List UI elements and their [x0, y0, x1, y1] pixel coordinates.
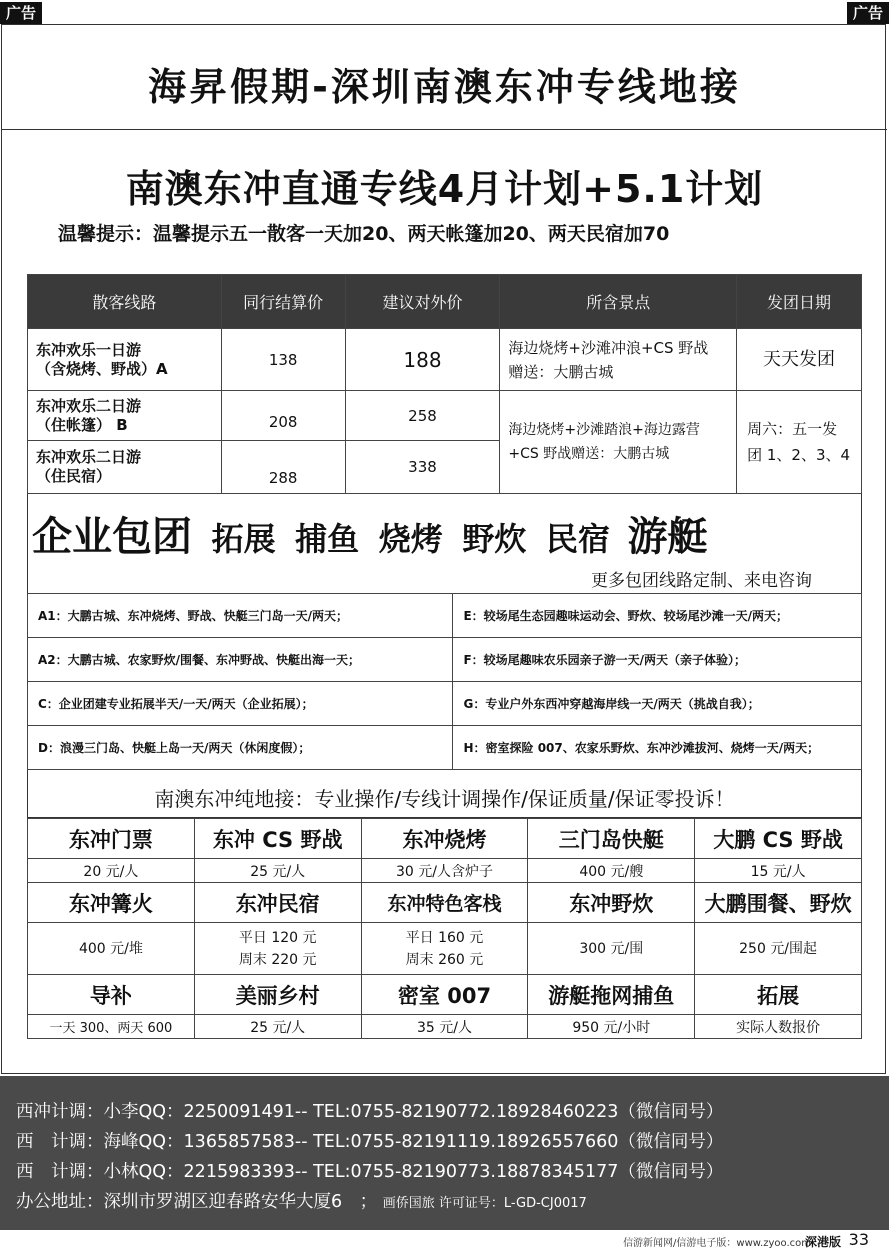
item-name: 大鹏围餐、野炊 — [695, 883, 862, 923]
route-name-line: （住帐篷） B — [36, 415, 128, 434]
peer-price: 208 — [221, 391, 345, 441]
tip-text: 温馨提示：温馨提示五一散客一天加20、两天帐篷加20、两天民宿加70 — [58, 223, 670, 245]
retail-price: 258 — [345, 391, 500, 441]
table-row — [28, 1015, 862, 1039]
publication-line: 信游新闻网/信游电子版：www.zyoo.com — [623, 1238, 811, 1249]
route-name-line: （住民宿） — [36, 467, 112, 485]
item-price: 25 元/人 — [194, 859, 361, 883]
address-line — [16, 1188, 587, 1213]
route-name-line: （含烧烤、野战）A — [36, 359, 168, 378]
ad-tag-left: 广告 — [0, 2, 42, 24]
corporate-word: 企业包团 — [32, 513, 192, 560]
item-price: 950 元/小时 — [528, 1015, 695, 1039]
corporate-word: 捕鱼 — [295, 520, 360, 558]
spots-line: +CS 野战赠送：大鹏古城 — [508, 446, 670, 462]
table-row — [28, 819, 862, 859]
item-name: 拓展 — [695, 975, 862, 1015]
spots-line: 海边烧烤+沙滩踏浪+海边露营 — [508, 422, 700, 438]
package-table — [27, 593, 862, 770]
corporate-word: 烧烤 — [378, 520, 443, 558]
ad-tag-right: 广告 — [847, 2, 889, 24]
contact-line: 西 计调：海峰QQ：1365857583-- TEL:0755-82191119.18926557660（微信同号） — [16, 1132, 724, 1152]
item-price: 实际人数报价 — [695, 1015, 862, 1039]
item-price: 25 元/人 — [194, 1015, 361, 1039]
table-row — [28, 975, 862, 1015]
item-price: 250 元/围起 — [695, 923, 862, 975]
page-subtitle: 南澳东冲直通专线4月计划+5.1计划 — [125, 167, 764, 211]
peer-price: 288 — [221, 441, 345, 494]
item-name: 三门岛快艇 — [528, 819, 695, 859]
corporate-word: 民宿 — [545, 520, 610, 558]
table-row — [28, 329, 862, 391]
table-row — [28, 682, 862, 726]
header-date: 发团日期 — [737, 275, 862, 329]
route-name — [28, 329, 222, 391]
table-row — [28, 391, 862, 441]
price-table — [27, 818, 862, 1039]
retail-price: 338 — [345, 441, 500, 494]
item-name: 东冲野炊 — [528, 883, 695, 923]
route-name-line: 东冲欢乐二日游 — [36, 396, 142, 415]
item-name: 东冲篝火 — [28, 883, 195, 923]
item-name: 东冲 CS 野战 — [194, 819, 361, 859]
item-name: 游艇拖网捕鱼 — [528, 975, 695, 1015]
price-line: 周末 220 元 — [238, 951, 317, 968]
package-item: G：专业户外东西冲穿越海岸线一天/两天（挑战自我）； — [453, 682, 862, 726]
page-number: 33 — [848, 1230, 869, 1249]
package-item: C：企业团建专业拓展半天/一天/两天（企业拓展）； — [28, 682, 453, 726]
header-spots: 所含景点 — [500, 275, 737, 329]
package-item: E：较场尾生态园趣味运动会、野炊、较场尾沙滩一天/两天； — [453, 594, 862, 638]
corporate-word: 游艇 — [627, 513, 708, 560]
header-route: 散客线路 — [28, 275, 222, 329]
package-item: A2：大鹏古城、农家野炊/围餐、东冲野战、快艇出海一天； — [28, 638, 453, 682]
header-peer-price: 同行结算价 — [221, 275, 345, 329]
header-retail-price: 建议对外价 — [345, 275, 500, 329]
corporate-word: 野炊 — [462, 520, 527, 558]
item-price: 400 元/艘 — [528, 859, 695, 883]
route-name — [28, 391, 222, 441]
spots-cell — [500, 391, 737, 494]
date-line: 周六：五一发 — [747, 420, 838, 438]
spots-line: 赠送：大鹏古城 — [508, 362, 614, 381]
contact-line: 西冲计调：小李QQ：2250091491-- TEL:0755-82190772.18928460223（微信同号） — [16, 1102, 724, 1122]
item-price: 15 元/人 — [695, 859, 862, 883]
item-name: 美丽乡村 — [194, 975, 361, 1015]
address: 办公地址：深圳市罗湖区迎春路安华大厦6 ； — [16, 1192, 378, 1212]
price-line: 平日 120 元 — [238, 929, 317, 946]
package-item: D：浪漫三门岛、快艇上岛一天/两天（休闲度假）； — [28, 726, 453, 770]
price-line: 平日 160 元 — [405, 929, 484, 946]
item-price: 30 元/人含炉子 — [361, 859, 528, 883]
table-row — [28, 638, 862, 682]
corporate-note: 更多包团线路定制、来电咨询 — [591, 571, 812, 591]
item-name: 东冲民宿 — [194, 883, 361, 923]
item-name: 东冲烧烤 — [361, 819, 528, 859]
section-name: 深港版 — [804, 1235, 841, 1249]
item-price — [194, 923, 361, 975]
route-name-line: 东冲欢乐一日游 — [36, 340, 142, 359]
date-cell — [737, 391, 862, 494]
page-footer — [0, 1230, 889, 1250]
item-price: 一天 300、两天 600 — [28, 1015, 195, 1039]
item-price — [361, 923, 528, 975]
corporate-banner — [32, 505, 708, 562]
price-line: 周末 260 元 — [405, 951, 484, 968]
license: 画侨国旅 许可证号：L-GD-CJ0017 — [382, 1196, 587, 1211]
spots-cell — [500, 329, 737, 391]
package-item: F：较场尾趣味农乐园亲子游一天/两天（亲子体验）； — [453, 638, 862, 682]
table-row — [28, 859, 862, 883]
route-table — [27, 274, 862, 494]
item-name: 密室 007 — [361, 975, 528, 1015]
item-price: 20 元/人 — [28, 859, 195, 883]
slogan: 南澳东冲纯地接：专业操作/专线计调操作/保证质量/保证零投诉！ — [154, 787, 735, 811]
item-price: 35 元/人 — [361, 1015, 528, 1039]
spots-line: 海边烧烤+沙滩冲浪+CS 野战 — [508, 338, 709, 357]
peer-price: 138 — [221, 329, 345, 391]
page-title: 海昇假期-深圳南澳东冲专线地接 — [148, 65, 741, 109]
item-name: 导补 — [28, 975, 195, 1015]
retail-price: 188 — [345, 329, 500, 391]
route-name-line: 东冲欢乐二日游 — [36, 448, 142, 466]
contact-footer — [0, 1076, 889, 1230]
contact-line: 西 计调：小林QQ：2215983393-- TEL:0755-82190773.18878345177（微信同号） — [16, 1162, 724, 1182]
item-price: 300 元/围 — [528, 923, 695, 975]
item-name: 大鹏 CS 野战 — [695, 819, 862, 859]
table-row — [28, 594, 862, 638]
date-cell: 天天发团 — [737, 329, 862, 391]
table-row — [28, 883, 862, 923]
title-divider — [1, 129, 887, 130]
date-line: 团 1、2、3、4 — [747, 446, 851, 464]
item-name: 东冲特色客栈 — [361, 883, 528, 923]
package-item: A1：大鹏古城、东冲烧烤、野战、快艇三门岛一天/两天； — [28, 594, 453, 638]
package-item: H：密室探险 007、农家乐野炊、东冲沙滩拔河、烧烤一天/两天； — [453, 726, 862, 770]
route-table-header — [28, 275, 862, 329]
table-row — [28, 726, 862, 770]
item-price: 400 元/堆 — [28, 923, 195, 975]
corporate-word: 拓展 — [211, 520, 276, 558]
table-row — [28, 923, 862, 975]
item-name: 东冲门票 — [28, 819, 195, 859]
route-name — [28, 441, 222, 494]
